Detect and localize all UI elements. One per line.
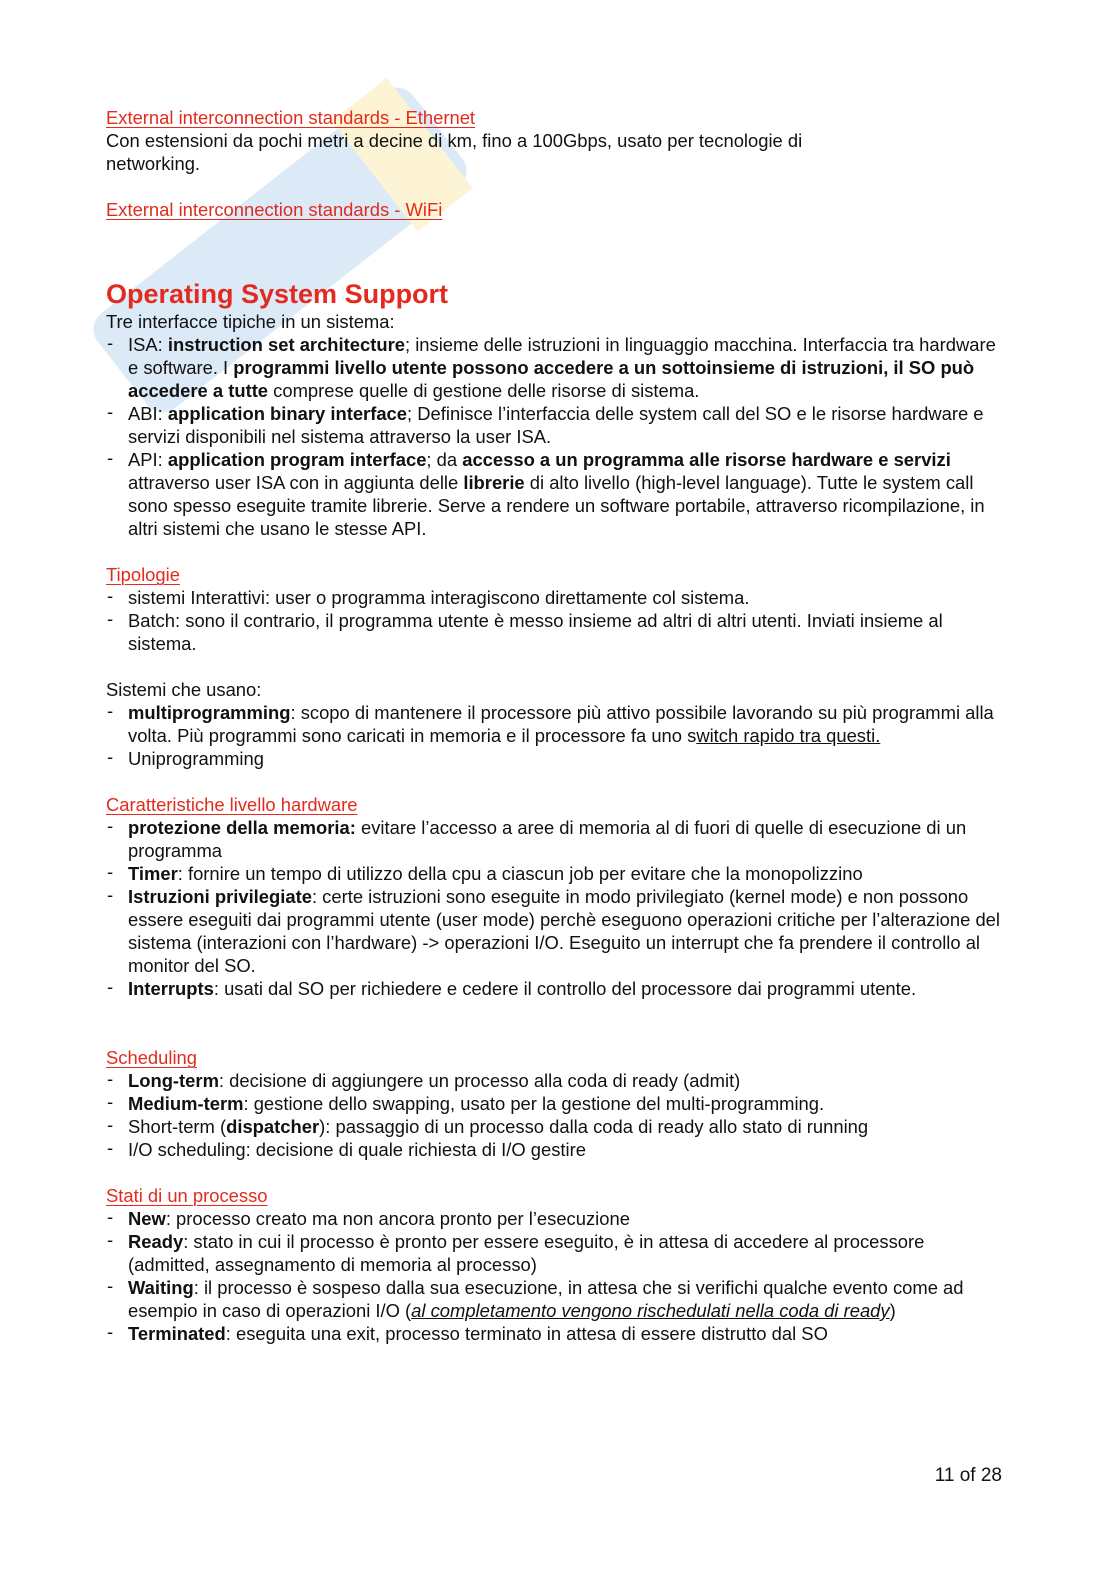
list-item: - Interrupts: usati dal SO per richiedere e cedere il controllo del processore dai programmi utente. xyxy=(106,977,1006,1000)
list-item-long-term: - Long-term: decisione di aggiungere un processo alla coda di ready (admit) xyxy=(106,1069,1006,1092)
ethernet-text: Con estensioni da pochi metri a decine di km, fino a 100Gbps, usato per tecnologie di networking. xyxy=(106,130,803,174)
heading-operating-system-support: Operating System Support xyxy=(106,279,449,309)
heading-scheduling: Scheduling xyxy=(106,1047,198,1068)
stati-list xyxy=(106,1207,1006,1345)
list-item-medium-term: - Medium-term: gestione dello swapping, usato per la gestione del multi-programming. xyxy=(106,1092,1006,1115)
document-page xyxy=(106,106,1006,1345)
list-item-terminated: - Terminated: eseguita una exit, processo terminato in attesa di essere distrutto dal SO xyxy=(106,1322,1006,1345)
tipologie-list xyxy=(106,586,1006,655)
list-item: - protezione della memoria: evitare l’accesso a aree di memoria al di fuori di quelle di esecuzione di un programma xyxy=(106,816,1006,862)
sistemi-intro: Sistemi che usano: xyxy=(106,679,262,700)
heading-ethernet: External interconnection standards - Ethernet xyxy=(106,107,476,128)
list-item-io-scheduling: - I/O scheduling: decisione di quale richiesta di I/O gestire xyxy=(106,1138,1006,1161)
heading-stati-processo: Stati di un processo xyxy=(106,1185,268,1206)
list-item-multiprogramming: - multiprogramming: scopo di mantenere il processore più attivo possibile lavorando su più programmi alla volta. Più programmi sono caricati in memoria e il processore fa uno switch rapido tra questi. xyxy=(106,701,1006,747)
heading-tipologie: Tipologie xyxy=(106,564,180,585)
list-item-isa: - ISA: instruction set architecture; insieme delle istruzioni in linguaggio macchina. Interfaccia tra hardware e software. I programmi livello utente possono accedere a un sottoinsieme di istruzioni, il SO può accedere a tutte comprese quelle di gestione delle risorse di sistema. xyxy=(106,333,1006,402)
list-item: - Batch: sono il contrario, il programma utente è messo insieme ad altri di altri utenti. Inviati insieme al sistema. xyxy=(106,609,1006,655)
list-item: - Istruzioni privilegiate: certe istruzioni sono eseguite in modo privilegiato (kernel mode) e non possono essere eseguiti dai programmi utente (user mode) perchè eseguono operazioni critiche per l’alterazione del sistema (interazioni con l’hardware) -> operazioni I/O. Eseguito un interrupt che fa prendere il controllo al monitor del SO. xyxy=(106,885,1006,977)
list-item: - Timer: fornire un tempo di utilizzo della cpu a ciascun job per evitare che la monopolizzino xyxy=(106,862,1006,885)
hardware-list xyxy=(106,816,1006,1000)
os-intro: Tre interfacce tipiche in un sistema: xyxy=(106,311,395,332)
page-number: 11 of 28 xyxy=(934,1465,1002,1486)
svg-text:studente: studente xyxy=(253,180,336,253)
heading-wifi: External interconnection standards - WiFi xyxy=(106,199,443,220)
list-item-new: - New: processo creato ma non ancora pronto per l’esecuzione xyxy=(106,1207,1006,1230)
list-item-ready: - Ready: stato in cui il processo è pronto per essere eseguito, è in attesa di accedere al processore (admitted, assegnamento di memoria al processo) xyxy=(106,1230,1006,1276)
list-item-short-term: - Short-term (dispatcher): passaggio di un processo dalla coda di ready allo stato di running xyxy=(106,1115,1006,1138)
scheduling-list xyxy=(106,1069,1006,1161)
list-item: - sistemi Interattivi: user o programma interagiscono direttamente col sistema. xyxy=(106,586,1006,609)
list-item-abi: - ABI: application binary interface; Definisce l’interfaccia delle system call del SO e le risorse hardware e servizi disponibili nel sistema attraverso la user ISA. xyxy=(106,402,1006,448)
list-item-uniprogramming: - Uniprogramming xyxy=(106,747,1006,770)
sistemi-list xyxy=(106,701,1006,770)
interface-list xyxy=(106,333,1006,540)
list-item-waiting: - Waiting: il processo è sospeso dalla sua esecuzione, in attesa che si verifichi qualche evento come ad esempio in caso di operazioni I/O (al completamento vengono rischedulati nella coda di ready) xyxy=(106,1276,1006,1322)
heading-hardware: Caratteristiche livello hardware xyxy=(106,794,358,815)
list-item-api: - API: application program interface; da accesso a un programma alle risorse hardware e servizi attraverso user ISA con in aggiunta delle librerie di alto livello (high-level language). Tutte le system call sono spesso eseguite tramite librerie. Serve a rendere un software portabile, attraverso ricompilazione, in altri sistemi che usano le stesse API. xyxy=(106,448,1006,540)
